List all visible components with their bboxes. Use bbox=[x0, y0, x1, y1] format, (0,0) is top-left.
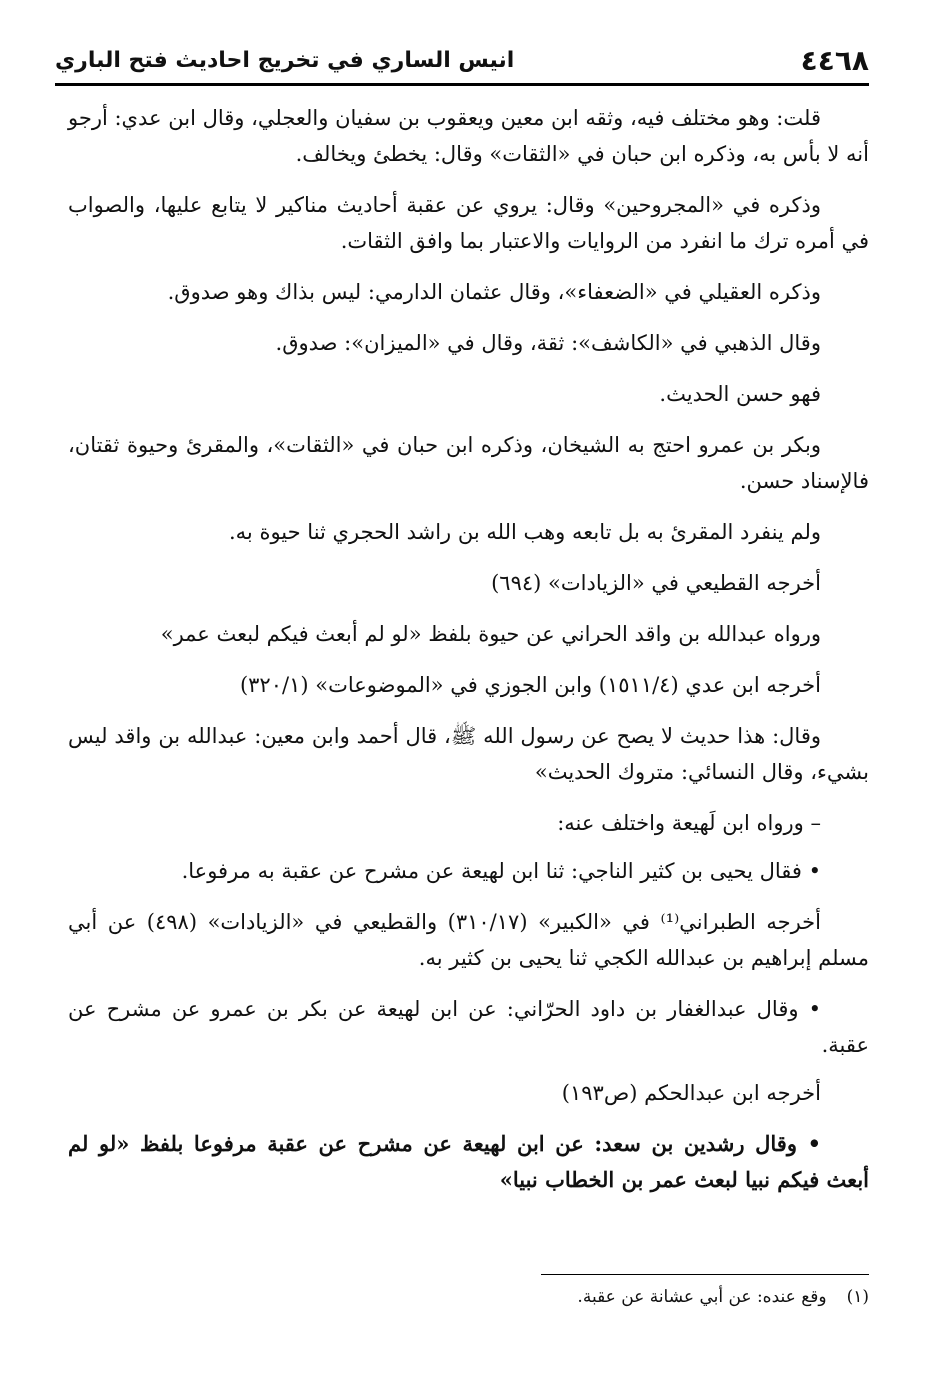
paragraph: أخرجه ابن عبدالحكم (ص١٩٣) bbox=[561, 1081, 821, 1105]
paragraph: – ورواه ابن لَهيعة واختلف عنه: bbox=[557, 811, 821, 835]
paragraph: وقال الذهبي في «الكاشف»: ثقة، وقال في «الميزان»: صدوق. bbox=[275, 331, 821, 355]
paragraph: أخرجه القطيعي في «الزيادات» (٦٩٤) bbox=[491, 571, 821, 595]
paragraph: أخرجه ابن عدي (١٥١١/٤) وابن الجوزي في «الموضوعات» (٣٢٠/١) bbox=[239, 673, 821, 697]
paragraph: وذكره العقيلي في «الضعفاء»، وقال عثمان الدارمي: ليس بذاك وهو صدوق. bbox=[167, 280, 821, 304]
paragraph: ولم ينفرد المقرئ به بل تابعه وهب الله بن راشد الحجري ثنا حيوة به. bbox=[229, 520, 821, 544]
paragraph: وقال: هذا حديث لا يصح عن رسول الله ﷺ، قال أحمد وابن معين: عبدالله بن واقد ليس بشيء، وقال النسائي: متروك الحديث» bbox=[68, 724, 869, 784]
paragraph: وبكر بن عمرو احتج به الشيخان، وذكره ابن حبان في «الثقات»، والمقرئ وحيوة ثقتان، فالإسناد حسن. bbox=[68, 433, 869, 493]
paragraph: • وقال رشدين بن سعد: عن ابن لهيعة عن مشرح عن عقبة مرفوعا بلفظ «لو لم أبعث فيكم نبيا لبعث عمر بن الخطاب نبيا» bbox=[68, 1131, 869, 1192]
paragraph: • فقال يحيى بن كثير الناجي: ثنا ابن لهيعة عن مشرح عن عقبة به مرفوعا. bbox=[181, 859, 821, 883]
page-number: ٤٤٦٨ bbox=[800, 43, 869, 77]
header-rule bbox=[55, 83, 869, 86]
footnote-mark: (١) bbox=[846, 1287, 869, 1307]
footnote-rule bbox=[541, 1274, 869, 1275]
paragraph: قلت: وهو مختلف فيه، وثقه ابن معين ويعقوب بن سفيان والعجلي، وقال ابن عدي: أرجو أنه لا بأس به، وذكره ابن حبان في «الثقات» وقال: يخطئ ويخالف. bbox=[68, 106, 869, 166]
paragraph: • وقال عبدالغفار بن داود الحرّاني: عن ابن لهيعة عن بكر بن عمرو عن مشرح عن عقبة. bbox=[68, 997, 869, 1057]
paragraph: أخرجه الطبراني⁽¹⁾ في «الكبير» (٣١٠/١٧) والقطيعي في «الزيادات» (٤٩٨) عن أبي مسلم إبراهيم بن عبدالله الكجي ثنا يحيى بن كثير به. bbox=[68, 910, 869, 970]
page-header bbox=[55, 38, 869, 82]
paragraph: ورواه عبدالله بن واقد الحراني عن حيوة بلفظ «لو لم أبعث فيكم لبعث عمر» bbox=[160, 622, 821, 646]
running-title: انيس الساري في تخريج احاديث فتح الباري bbox=[55, 47, 515, 73]
footnote-text: وقع عنده: عن أبي عشانة عن عقبة. bbox=[577, 1287, 827, 1307]
body-text bbox=[68, 100, 869, 1213]
paragraph: وذكره في «المجروحين» وقال: يروي عن عقبة أحاديث مناكير لا يتابع عليها، والصواب في أمره ترك ما انفرد من الروايات والاعتبار بما وافق الثقات. bbox=[68, 193, 869, 253]
footnote bbox=[68, 1284, 869, 1310]
paragraph: فهو حسن الحديث. bbox=[659, 382, 821, 406]
